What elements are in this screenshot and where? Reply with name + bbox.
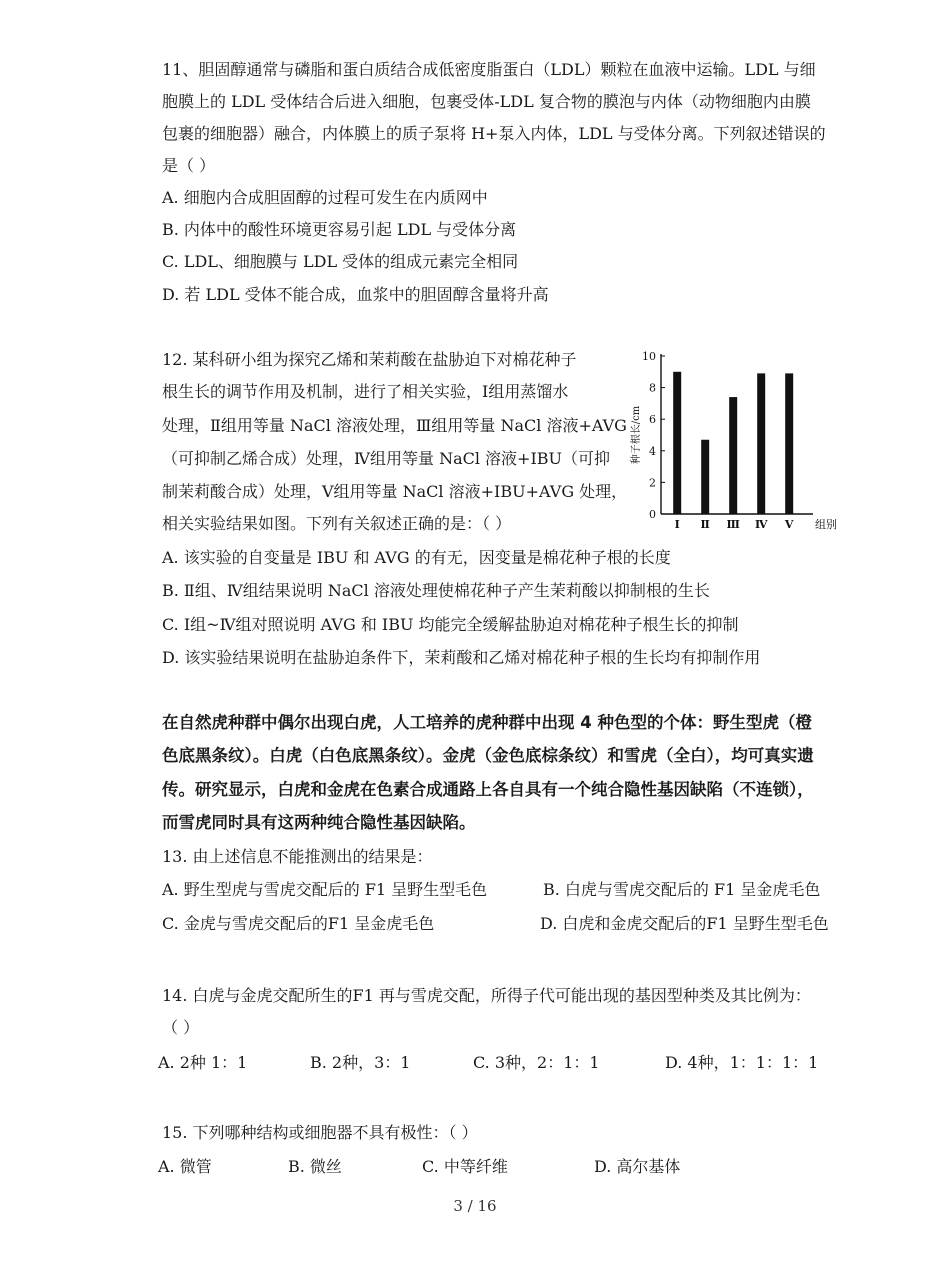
q14-option-b: B. 2种，3：1 [310,1053,411,1072]
q12-option-b: B. Ⅱ组、Ⅳ组结果说明 NaCl 溶液处理使棉花种子产生茉莉酸以抑制根的生长 [162,581,710,600]
q12-option-d: D. 该实验结果说明在盐胁迫条件下，茉莉酸和乙烯对棉花种子根的生长均有抑制作用 [162,648,761,667]
q13-option-d: D. 白虎和金虎交配后的F1 呈野生型毛色 [540,914,829,933]
q14-answer-blank: （ ） [162,1018,200,1037]
passage-line-1: 在自然虎种群中偶尔出现白虎，人工培养的虎种群中出现 4 种色型的个体：野生型虎（橙 [162,713,812,732]
q13-option-c: C. 金虎与雪虎交配后的F1 呈金虎毛色 [162,914,435,933]
x-tick-label: Ⅰ [674,518,680,531]
q13-stem: 13. 由上述信息不能推测出的结果是： [162,847,433,866]
bar-group-1 [673,372,681,514]
q12-stem-line-3: 处理，Ⅱ组用等量 NaCl 溶液处理，Ⅲ组用等量 NaCl 溶液+AVG [162,416,627,435]
q12-option-a: A. 该实验的自变量是 IBU 和 AVG 的有无，因变量是棉花种子根的长度 [162,548,671,567]
y-tick-label: 10 [642,350,656,363]
q11-stem-line-2: 胞膜上的 LDL 受体结合后进入细胞，包裹受体-LDL 复合物的膜泡与内体（动物细胞内由膜 [162,92,811,111]
q15-option-b: B. 微丝 [288,1157,342,1176]
q11-option-a: A. 细胞内合成胆固醇的过程可发生在内质网中 [162,188,488,207]
q12-option-c: C. Ⅰ组~Ⅳ组对照说明 AVG 和 IBU 均能完全缓解盐胁迫对棉花种子根生长的抑制 [162,615,739,634]
y-tick-label: 0 [649,508,656,521]
bar-group-3 [729,397,737,514]
x-tick-label: Ⅳ [754,518,768,531]
q14-stem: 14. 白虎与金虎交配所生的F1 再与雪虎交配，所得子代可能出现的基因型种类及其比例为： [162,986,811,1005]
root-length-bar-chart [625,344,850,539]
y-axis-label: 种子根长/cm [631,405,642,465]
q11-stem-line-1: 11、胆固醇通常与磷脂和蛋白质结合成低密度脂蛋白（LDL）颗粒在血液中运输。LDL 与细 [162,60,816,79]
q14-option-d: D. 4种，1：1：1：1 [665,1053,819,1072]
q11-stem-line-4: 是（ ） [162,156,216,175]
q15-option-a: A. 微管 [158,1157,212,1176]
q14-option-a: A. 2种 1：1 [158,1053,248,1072]
passage-line-4: 而雪虎同时具有这两种纯合隐性基因缺陷。 [162,813,476,832]
q11-option-d: D. 若 LDL 受体不能合成，血浆中的胆固醇含量将升高 [162,285,549,304]
x-tick-label: Ⅱ [700,518,710,531]
passage-line-2: 色底黑条纹）。白虎（白色底黑条纹）。金虎（金色底棕条纹）和雪虎（全白），均可真实遗 [162,746,814,765]
q12-stem-line-2: 根生长的调节作用及机制，进行了相关实验，Ⅰ组用蒸馏水 [162,382,569,401]
q11-option-c: C. LDL、细胞膜与 LDL 受体的组成元素完全相同 [162,252,519,271]
y-tick-label: 8 [649,381,656,395]
q15-option-c: C. 中等纤维 [422,1157,508,1176]
bar-group-2 [701,440,709,514]
q13-option-a: A. 野生型虎与雪虎交配后的 F1 呈野生型毛色 [162,880,488,899]
bar-group-5 [785,373,793,514]
y-tick-label: 4 [649,444,656,458]
q12-stem-line-1: 12. 某科研小组为探究乙烯和茉莉酸在盐胁迫下对棉花种子 [162,350,577,369]
page-number: 3 / 16 [453,1197,497,1215]
x-tick-label: Ⅲ [726,518,740,531]
q12-stem-line-6: 相关实验结果如图。下列有关叙述正确的是：（ ） [162,514,512,533]
q11-option-b: B. 内体中的酸性环境更容易引起 LDL 与受体分离 [162,220,517,239]
q13-option-b: B. 白虎与雪虎交配后的 F1 呈金虎毛色 [543,880,821,899]
q12-stem-line-5: 制茉莉酸合成）处理，Ⅴ组用等量 NaCl 溶液+IBU+AVG 处理， [162,482,628,501]
q15-stem: 15. 下列哪种结构或细胞器不具有极性：（ ） [162,1123,478,1142]
passage-line-3: 传。研究显示，白虎和金虎在色素合成通路上各自具有一个纯合隐性基因缺陷（不连锁）， [162,780,814,799]
bar-group-4 [757,373,765,514]
q11-stem-line-3: 包裹的细胞器）融合，内体膜上的质子泵将 H+泵入内体，LDL 与受体分离。下列叙述错误的 [162,124,826,143]
y-tick-label: 2 [649,476,656,490]
q14-option-c: C. 3种，2：1：1 [473,1053,600,1072]
x-axis-label: 组别 [815,518,837,531]
x-tick-label: Ⅴ [784,518,794,531]
q12-stem-line-4: （可抑制乙烯合成）处理，Ⅳ组用等量 NaCl 溶液+IBU（可抑 [162,449,611,468]
y-tick-label: 6 [649,413,656,427]
q15-option-d: D. 高尔基体 [594,1157,681,1176]
